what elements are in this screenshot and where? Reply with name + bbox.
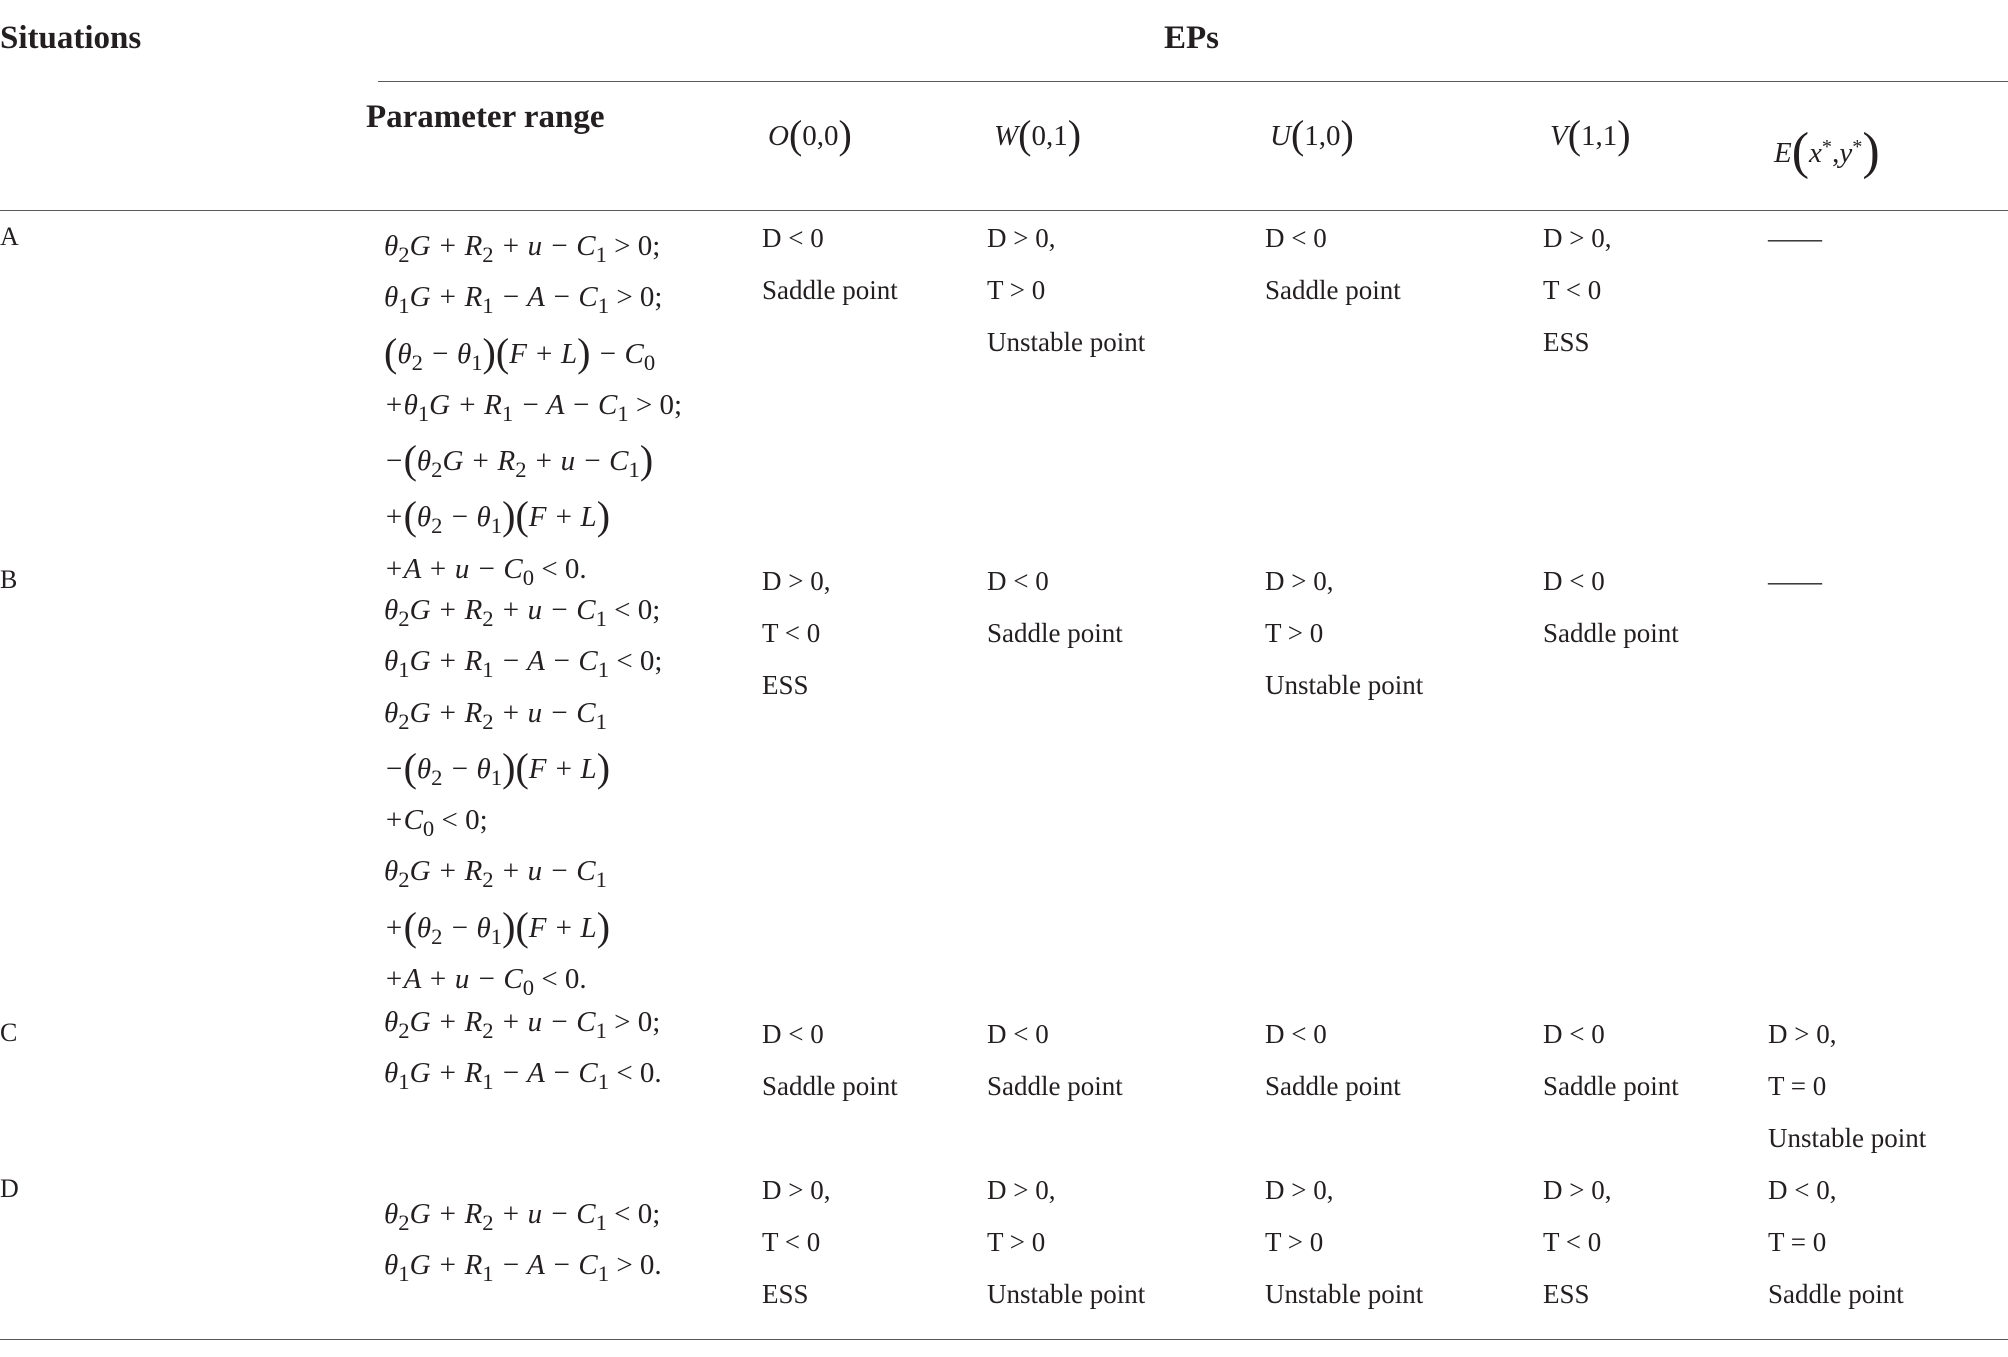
condition-line: $(\theta_2 - \theta_1)(F + L) - C_0$: [384, 329, 656, 375]
cell-b-e: [1768, 555, 1822, 607]
ep-header-o: O(0,0): [768, 112, 852, 157]
condition-line: $\theta_1G + R_1 - A - C_1 < 0$.: [384, 1057, 662, 1095]
cell-line: T > 0: [987, 1227, 1046, 1257]
cell-line: D < 0: [987, 566, 1049, 596]
situation-b: B: [0, 565, 18, 594]
condition-line: $\theta_1G + R_1 - A - C_1 > 0$.: [384, 1249, 662, 1287]
cell-a-w: [987, 212, 1145, 368]
cell-line: Saddle point: [1265, 1071, 1401, 1101]
situation-c: C: [0, 1018, 18, 1047]
cell-line: ESS: [1543, 327, 1590, 357]
ep-e-sep: ,: [1832, 137, 1840, 169]
cell-line: ESS: [762, 670, 809, 700]
ep-e-x-star: *: [1821, 135, 1833, 158]
situation-d: D: [0, 1174, 19, 1203]
ep-v-args: 1,1: [1581, 120, 1618, 152]
cell-line: D > 0,: [1543, 223, 1612, 253]
cell-line: D > 0,: [1543, 1175, 1612, 1205]
condition-line: $\theta_1G + R_1 - A - C_1 < 0$;: [384, 645, 663, 683]
ep-header-u: U(1,0): [1270, 112, 1354, 157]
condition-line: $\theta_2G + R_2 + u - C_1 < 0$;: [384, 1198, 661, 1235]
cell-line: D > 0,: [762, 566, 831, 596]
cell-a-v: [1543, 212, 1611, 368]
cell-line: D < 0: [987, 1019, 1049, 1049]
cell-d-u: [1265, 1164, 1423, 1320]
cell-line: Unstable point: [1265, 670, 1424, 700]
cell-line: T < 0: [762, 618, 821, 648]
cell-d-w: [987, 1164, 1145, 1320]
cell-line: D > 0,: [762, 1175, 831, 1205]
condition-line: $+(\theta_2 - \theta_1)(F + L)$: [384, 493, 611, 539]
cell-line: Unstable point: [1768, 1123, 1927, 1153]
cell-b-u: [1265, 555, 1423, 711]
cell-line: Unstable point: [987, 1279, 1146, 1309]
conditions-d: [384, 1193, 662, 1296]
cell-line: T = 0: [1768, 1071, 1827, 1101]
condition-line: $\theta_2G + R_2 + u - C_1 > 0$;: [384, 230, 661, 267]
cell-line: T < 0: [762, 1227, 821, 1257]
cell-c-e: [1768, 1008, 1926, 1164]
table-bottom-rule: [0, 1339, 2008, 1340]
ep-w-label: W: [994, 120, 1019, 152]
cell-line: Saddle point: [1768, 1279, 1904, 1309]
cell-line: D < 0: [762, 1019, 824, 1049]
header-bottom-rule: [0, 210, 2008, 211]
cell-line: ESS: [1543, 1279, 1590, 1309]
cell-line: T > 0: [987, 275, 1046, 305]
conditions-a: [384, 225, 682, 599]
ep-o-args: 0,0: [802, 120, 839, 152]
cell-c-o: [762, 1008, 898, 1112]
cell-line: D < 0: [762, 223, 824, 253]
cell-line: Saddle point: [1543, 618, 1679, 648]
parameter-range-header: Parameter range: [366, 99, 605, 135]
condition-line: $\theta_1G + R_1 - A - C_1 > 0$;: [384, 281, 663, 319]
cell-d-v: [1543, 1164, 1611, 1320]
cell-line: ESS: [762, 1279, 809, 1309]
conditions-c: [384, 1001, 662, 1104]
cell-line: Unstable point: [987, 327, 1146, 357]
ep-e-x: x: [1809, 137, 1822, 169]
eps-underline: [378, 81, 2008, 82]
cell-line: Saddle point: [1543, 1071, 1679, 1101]
cell-line: D < 0: [1265, 1019, 1327, 1049]
situations-header: Situations: [0, 20, 142, 56]
ep-e-y: y: [1839, 137, 1853, 169]
condition-line: $-(\theta_2G + R_2 + u - C_1)$: [384, 437, 654, 483]
cell-line: ——: [1768, 566, 1822, 596]
condition-line: $+\theta_1G + R_1 - A - C_1 > 0$;: [384, 388, 683, 426]
cell-line: D > 0,: [987, 1175, 1056, 1205]
condition-line: $+A + u - C_0 < 0$.: [384, 552, 587, 590]
cell-line: Saddle point: [762, 1071, 898, 1101]
cell-d-o: [762, 1164, 830, 1320]
cell-line: D > 0,: [987, 223, 1056, 253]
cell-b-w: [987, 555, 1123, 659]
cell-line: Unstable point: [1265, 1279, 1424, 1309]
ep-header-w: W(0,1): [994, 112, 1082, 157]
cell-b-o: [762, 555, 830, 711]
ep-e-label: E: [1774, 137, 1792, 169]
ep-header-e: E(x*,y*): [1774, 123, 1880, 180]
cell-line: D > 0,: [1768, 1019, 1837, 1049]
condition-line: $\theta_2G + R_2 + u - C_1 < 0$;: [384, 594, 661, 631]
condition-line: $-(\theta_2 - \theta_1)(F + L)$: [384, 744, 611, 790]
cell-c-v: [1543, 1008, 1679, 1112]
cell-line: T < 0: [1543, 275, 1602, 305]
cell-line: D > 0,: [1265, 566, 1334, 596]
ep-e-y-star: *: [1852, 135, 1863, 158]
cell-a-o: [762, 212, 898, 316]
ep-header-v: V(1,1): [1550, 112, 1631, 157]
cell-line: Saddle point: [1265, 275, 1401, 305]
cell-d-e: [1768, 1164, 1904, 1320]
eps-header: EPs: [1164, 20, 1220, 56]
cell-b-v: [1543, 555, 1679, 659]
cell-line: D < 0: [1543, 1019, 1605, 1049]
ep-w-args: 0,1: [1031, 120, 1068, 152]
cell-line: T = 0: [1768, 1227, 1827, 1257]
condition-line: $\theta_2G + R_2 + u - C_1$: [384, 696, 607, 734]
cell-line: ——: [1768, 223, 1822, 253]
cell-a-e: [1768, 212, 1822, 264]
cell-line: D < 0,: [1768, 1175, 1837, 1205]
condition-line: $\theta_2G + R_2 + u - C_1 > 0$;: [384, 1006, 661, 1043]
cell-c-w: [987, 1008, 1123, 1112]
cell-line: T > 0: [1265, 1227, 1324, 1257]
condition-line: $+(\theta_2 - \theta_1)(F + L)$: [384, 903, 611, 949]
ep-u-label: U: [1270, 120, 1291, 152]
cell-line: Saddle point: [987, 1071, 1123, 1101]
cell-line: D < 0: [1265, 223, 1327, 253]
cell-line: T < 0: [1543, 1227, 1602, 1257]
cell-line: Saddle point: [762, 275, 898, 305]
ep-u-args: 1,0: [1304, 120, 1341, 152]
condition-line: $+A + u - C_0 < 0$.: [384, 962, 587, 1000]
cell-line: D > 0,: [1265, 1175, 1334, 1205]
cell-c-u: [1265, 1008, 1401, 1112]
ep-v-label: V: [1550, 120, 1568, 152]
ep-o-label: O: [768, 120, 789, 152]
condition-line: $+C_0 < 0$;: [384, 804, 488, 841]
conditions-b: [384, 589, 663, 1009]
cell-line: Saddle point: [987, 618, 1123, 648]
cell-line: D < 0: [1543, 566, 1605, 596]
cell-line: T > 0: [1265, 618, 1324, 648]
condition-line: $\theta_2G + R_2 + u - C_1$: [384, 855, 607, 893]
cell-a-u: [1265, 212, 1401, 316]
situation-a: A: [0, 222, 19, 251]
